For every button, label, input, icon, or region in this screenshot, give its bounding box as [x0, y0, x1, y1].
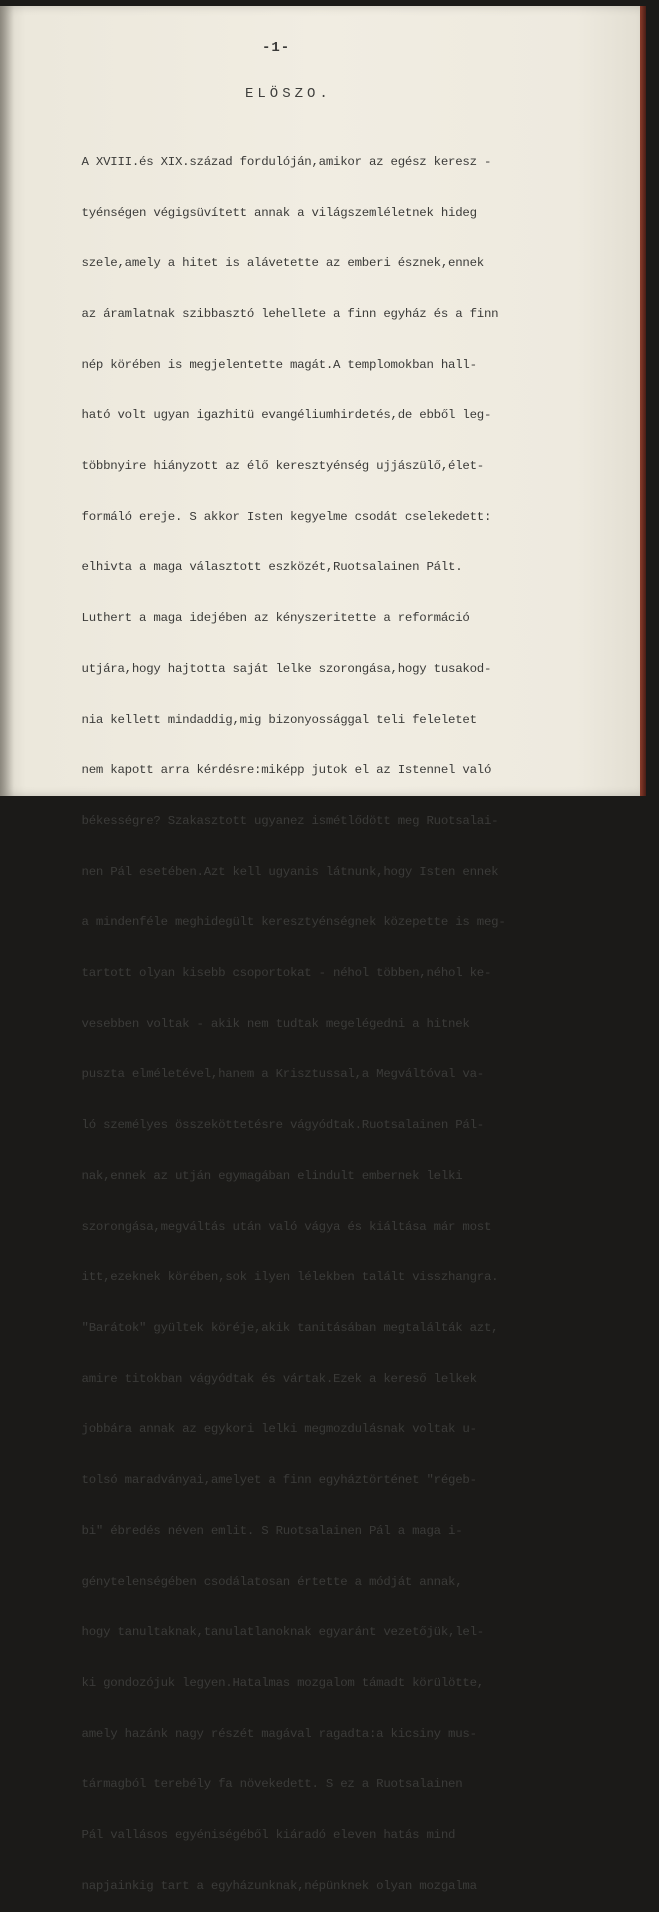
text-line: amire titokban vágyódtak és vártak.Ezek a kereső lelkek: [60, 1371, 477, 1386]
page-gutter-shadow: [0, 6, 14, 796]
text-line: ki gondozójuk legyen.Hatalmas mozgalom támadt körülötte,: [60, 1675, 484, 1690]
text-line: ható volt ugyan igazhitü evangéliumhirdetés,de ebből leg-: [60, 408, 492, 423]
text-line: a mindenféle meghidegült keresztyénségnek közepette is meg-: [60, 915, 506, 930]
text-line: nem kapott arra kérdésre:miképp jutok el az Istennel való: [60, 763, 492, 778]
page-number: -1-: [262, 40, 291, 56]
text-line: puszta elméletével,hanem a Krisztussal,a Megváltóval va-: [60, 1067, 484, 1082]
text-line: formáló ereje. S akkor Isten kegyelme csodát cselekedett:: [60, 509, 492, 524]
text-line: A XVIII.és XIX.század fordulóján,amikor az egész keresz -: [60, 154, 492, 169]
text-line: tyénségen végigsüvített annak a világszemléletnek hideg: [60, 205, 477, 220]
text-line: tármagból terebély fa növekedett. S ez a Ruotsalainen: [60, 1777, 463, 1792]
text-line: itt,ezeknek körében,sok ilyen lélekben talált visszhangra.: [60, 1270, 499, 1285]
text-line: nia kellett mindaddig,mig bizonyossággal teli feleletet: [60, 712, 477, 727]
text-line: nen Pál esetében.Azt kell ugyanis látnunk,hogy Isten ennek: [60, 864, 499, 879]
text-line: békességre? Szakasztott ugyanez ismétlődött meg Ruotsalai-: [60, 813, 499, 828]
text-line: elhivta a maga választott eszközét,Ruotsalainen Pált.: [60, 560, 463, 575]
text-line: "Barátok" gyültek köréje,akik tanitásában megtalálták azt,: [60, 1320, 499, 1335]
text-line: génytelenségében csodálatosan értette a módját annak,: [60, 1574, 463, 1589]
page-heading: ELÖSZO.: [245, 86, 332, 102]
text-line: nak,ennek az utján egymagában elindult embernek lelki: [60, 1168, 463, 1183]
text-line: jobbára annak az egykori lelki megmozdulásnak voltak u-: [60, 1422, 477, 1437]
text-line: Pál vallásos egyéniségéből kiáradó eleven hatás mind: [60, 1828, 456, 1843]
text-line: szele,amely a hitet is alávetette az emberi észnek,ennek: [60, 256, 484, 271]
text-line: ló személyes összeköttetésre vágyódtak.Ruotsalainen Pál-: [60, 1118, 484, 1133]
text-line: Luthert a maga idejében az kényszeritette a reformáció: [60, 611, 470, 626]
text-line: napjainkig tart a egyházunknak,népünknek olyan mozgalma: [60, 1878, 477, 1893]
text-line: többnyire hiányzott az élő keresztyénség ujjászülő,élet-: [60, 459, 484, 474]
text-line: szorongása,megváltás után való vágya és kiáltása már most: [60, 1219, 492, 1234]
text-line: vesebben voltak - akik nem tudtak megelégedni a hitnek: [60, 1016, 470, 1031]
text-line: utjára,hogy hajtotta saját lelke szorongása,hogy tusakod-: [60, 661, 492, 676]
text-line: nép körében is megjelentette magát.A templomokban hall-: [60, 357, 477, 372]
text-line: az áramlatnak szibbasztó lehellete a finn egyház és a finn: [60, 306, 499, 321]
text-line: tolsó maradványai,amelyet a finn egyháztörténet "régeb-: [60, 1473, 477, 1488]
text-line: hogy tanultaknak,tanulatlanoknak egyaránt vezetőjük,lel-: [60, 1625, 484, 1640]
text-line: tartott olyan kisebb csoportokat - néhol többen,néhol ke-: [60, 966, 492, 981]
text-line: bi" ébredés néven emlit. S Ruotsalainen Pál a maga i-: [60, 1523, 463, 1538]
text-line: amely hazánk nagy részét magával ragadta:a kicsiny mus-: [60, 1726, 477, 1741]
body-text: [60, 120, 635, 1912]
